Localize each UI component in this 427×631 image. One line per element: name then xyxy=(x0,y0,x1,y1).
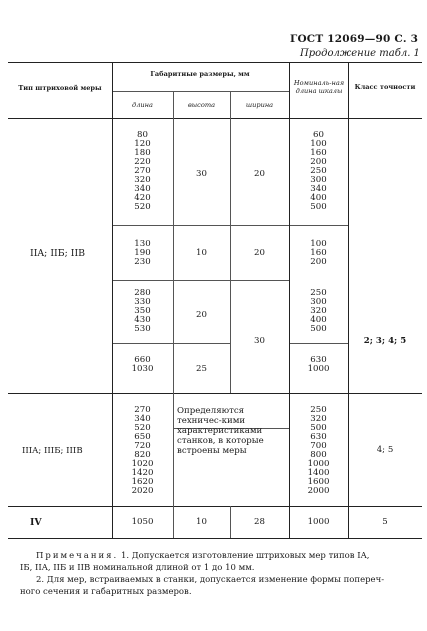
block4-lengths: 660 1030 xyxy=(131,355,154,374)
notes-line3: 2. Для мер, встраиваемых в станки, допускается изменение формы попереч- xyxy=(36,575,385,585)
col-height-divider xyxy=(230,91,231,393)
notes-line1 xyxy=(36,551,369,563)
block2-height: 10 xyxy=(196,248,207,258)
col-scale-divider xyxy=(348,62,349,538)
header-type: Тип штриховой меры xyxy=(18,84,102,92)
row-iv-scale: 1000 xyxy=(307,517,330,527)
block5-class: 4; 5 xyxy=(376,445,394,455)
document-title: ГОСТ 12069—90 С. 3 xyxy=(290,33,419,45)
block2-bottom-rule xyxy=(112,280,289,281)
col-length-divider xyxy=(173,91,174,393)
block5-note: Определяются техничес-кими характеристиками станков, в которые встроены меры xyxy=(177,406,264,456)
table-top-rule xyxy=(8,62,422,63)
notes-line4: ного сечения и габаритных размеров. xyxy=(20,587,192,597)
block3-bottom-rule xyxy=(112,343,230,344)
header-width: ширина xyxy=(245,101,274,109)
block3-height: 20 xyxy=(196,310,207,320)
header-length: длина xyxy=(132,101,153,109)
notes-label: Примечания. xyxy=(36,551,119,561)
notes-line1-text: 1. Допускается изготовление штриховых мер типов IA, xyxy=(118,551,370,561)
dims-subheader-rule xyxy=(112,91,289,92)
header-height: высота xyxy=(187,101,216,109)
block1-height: 30 xyxy=(196,169,207,179)
row-iv-class: 5 xyxy=(382,517,388,527)
block2-width: 20 xyxy=(254,248,265,258)
block5-lengths: 270 340 520 650 720 820 1020 1420 1620 2020 xyxy=(131,405,154,496)
block3-lengths: 280 330 350 430 530 xyxy=(134,288,151,334)
row-iv-width: 28 xyxy=(254,517,265,527)
block2-scales: 100 160 200 xyxy=(310,239,327,267)
block5-length-divider xyxy=(173,393,174,506)
group2-class: 2; 3; 4; 5 xyxy=(363,336,407,346)
block3-scales: 250 300 320 400 500 xyxy=(310,288,327,334)
notes-line2: IБ, IIA, IIБ и IIB номинальной длиной от 1 до 10 мм. xyxy=(20,563,255,573)
group3-type: IIIA; IIIБ; IIIB xyxy=(22,446,83,456)
group2-bottom-rule xyxy=(8,393,422,394)
block1-scales: 60 100 160 200 250 300 340 400 500 xyxy=(310,130,327,212)
row-iv-length: 1050 xyxy=(131,517,154,527)
block1-lengths: 80 120 180 220 270 320 340 420 520 xyxy=(134,130,151,212)
block2-lengths: 130 190 230 xyxy=(134,239,151,267)
row-iv-height: 10 xyxy=(196,517,207,527)
header-dims: Габаритные размеры, мм xyxy=(150,70,250,78)
block4-height: 25 xyxy=(196,364,207,374)
block1-width: 20 xyxy=(254,169,265,179)
group3-bottom-rule xyxy=(8,506,422,507)
table-continuation-label: Продолжение табл. 1 xyxy=(300,48,420,59)
group2-type: IIA; IIБ; IIB xyxy=(30,248,86,259)
block5-scales: 250 320 500 630 700 800 1000 1400 1600 2000 xyxy=(307,405,330,496)
row-iv-type: IV xyxy=(30,517,42,528)
header-scale: Номиналь-ная длина шкалы xyxy=(293,79,345,95)
block3-scale-rule xyxy=(289,343,348,344)
table-bottom-rule xyxy=(8,538,422,539)
shared-width: 30 xyxy=(254,336,265,346)
header-bottom-rule xyxy=(8,118,422,119)
block4-scales: 630 1000 xyxy=(307,355,330,374)
header-class: Класс точности xyxy=(354,83,416,91)
